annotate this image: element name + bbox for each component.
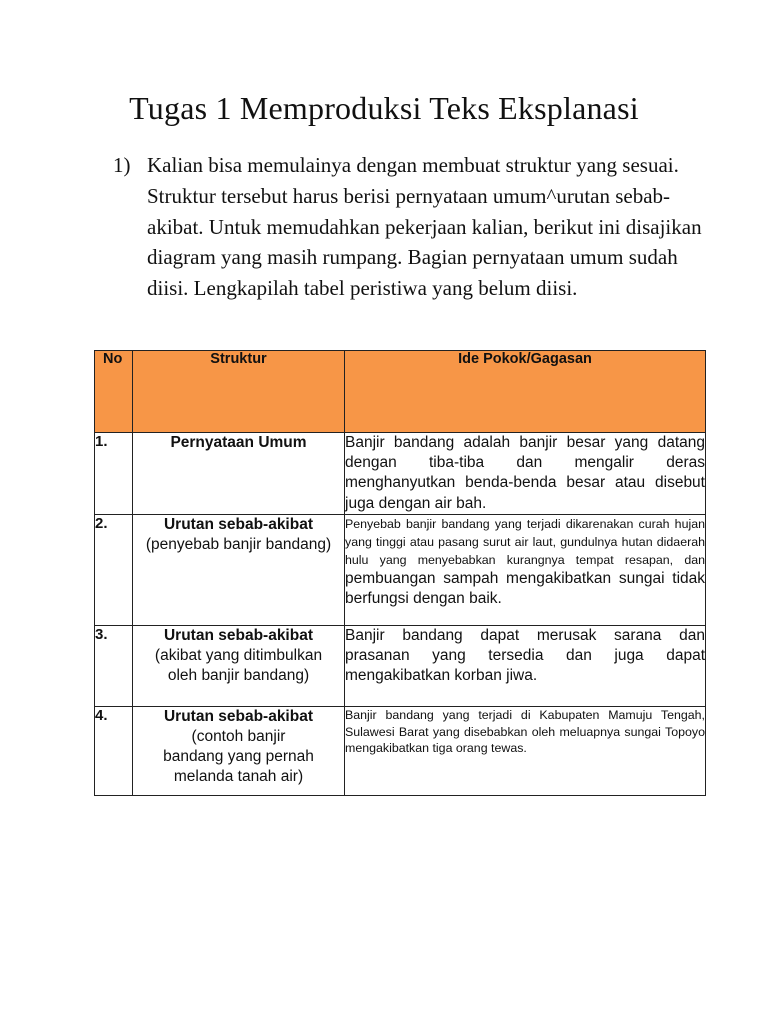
table-row xyxy=(95,515,706,626)
struktur-main: Urutan sebab-akibat xyxy=(163,708,313,725)
table-header-row xyxy=(95,351,706,433)
struktur-main: Urutan sebab-akibat xyxy=(163,516,313,533)
struktur-sub: (penyebab banjir bandang) xyxy=(145,536,332,553)
instruction-number: 1) xyxy=(113,153,131,177)
header-struktur: Struktur xyxy=(133,351,345,433)
ide-cell: Banjir bandang yang terjadi di Kabupaten Mamuju Tengah, Sulawesi Barat yang disebabkan oleh meluapnya sungai Topoyo mengakibatkan tiga orang tewas. xyxy=(345,707,706,796)
struktur-cell xyxy=(133,433,345,515)
struktur-sub: (contoh banjir bandang yang pernah melanda tanah air) xyxy=(163,728,314,785)
row-number: 3. xyxy=(95,626,133,707)
instruction-item xyxy=(113,150,713,304)
struktur-sub: (akibat yang ditimbulkan oleh banjir bandang) xyxy=(154,647,323,684)
row-number: 4. xyxy=(95,707,133,796)
instruction-text: Kalian bisa memulainya dengan membuat struktur yang sesuai. Struktur tersebut harus berisi pernyataan umum^urutan sebab-akibat. Untuk memudahkan pekerjaan kalian, berikut ini disajikan diagram yang masih rumpang. Bagian pernyataan umum sudah diisi. Lengkapilah tabel peristiwa yang belum diisi. xyxy=(147,153,702,301)
row-number: 2. xyxy=(95,515,133,626)
struktur-main: Pernyataan Umum xyxy=(170,434,307,451)
structure-table xyxy=(94,350,706,796)
struktur-main: Urutan sebab-akibat xyxy=(163,627,313,644)
table-row xyxy=(95,626,706,707)
struktur-cell xyxy=(133,626,345,707)
struktur-cell xyxy=(133,707,345,796)
ide-cell xyxy=(345,515,706,626)
row-number: 1. xyxy=(95,433,133,515)
table-row xyxy=(95,707,706,796)
table-row xyxy=(95,433,706,515)
header-no: No xyxy=(95,351,133,433)
ide-cell: Banjir bandang adalah banjir besar yang datang dengan tiba-tiba dan mengalir deras menghanyutkan benda-benda besar atau disebut juga dengan air bah. xyxy=(345,433,706,515)
ide-text-part1: Penyebab banjir bandang yang terjadi dikarenakan curah hujan yang tinggi atau pasang surut air laut, gundulnya hutan didaerah hulu yang menyebabkan kurangnya tempat resapan, dan xyxy=(345,517,705,567)
page-title: Tugas 1 Memproduksi Teks Eksplanasi xyxy=(129,90,639,126)
header-ide: Ide Pokok/Gagasan xyxy=(345,351,706,433)
ide-text-part2: pembuangan sampah mengakibatkan sungai tidak berfungsi dengan baik. xyxy=(345,570,705,607)
ide-cell: Banjir bandang dapat merusak sarana dan prasanan yang tersedia dan juga dapat mengakibatkan korban jiwa. xyxy=(345,626,706,707)
struktur-cell xyxy=(133,515,345,626)
